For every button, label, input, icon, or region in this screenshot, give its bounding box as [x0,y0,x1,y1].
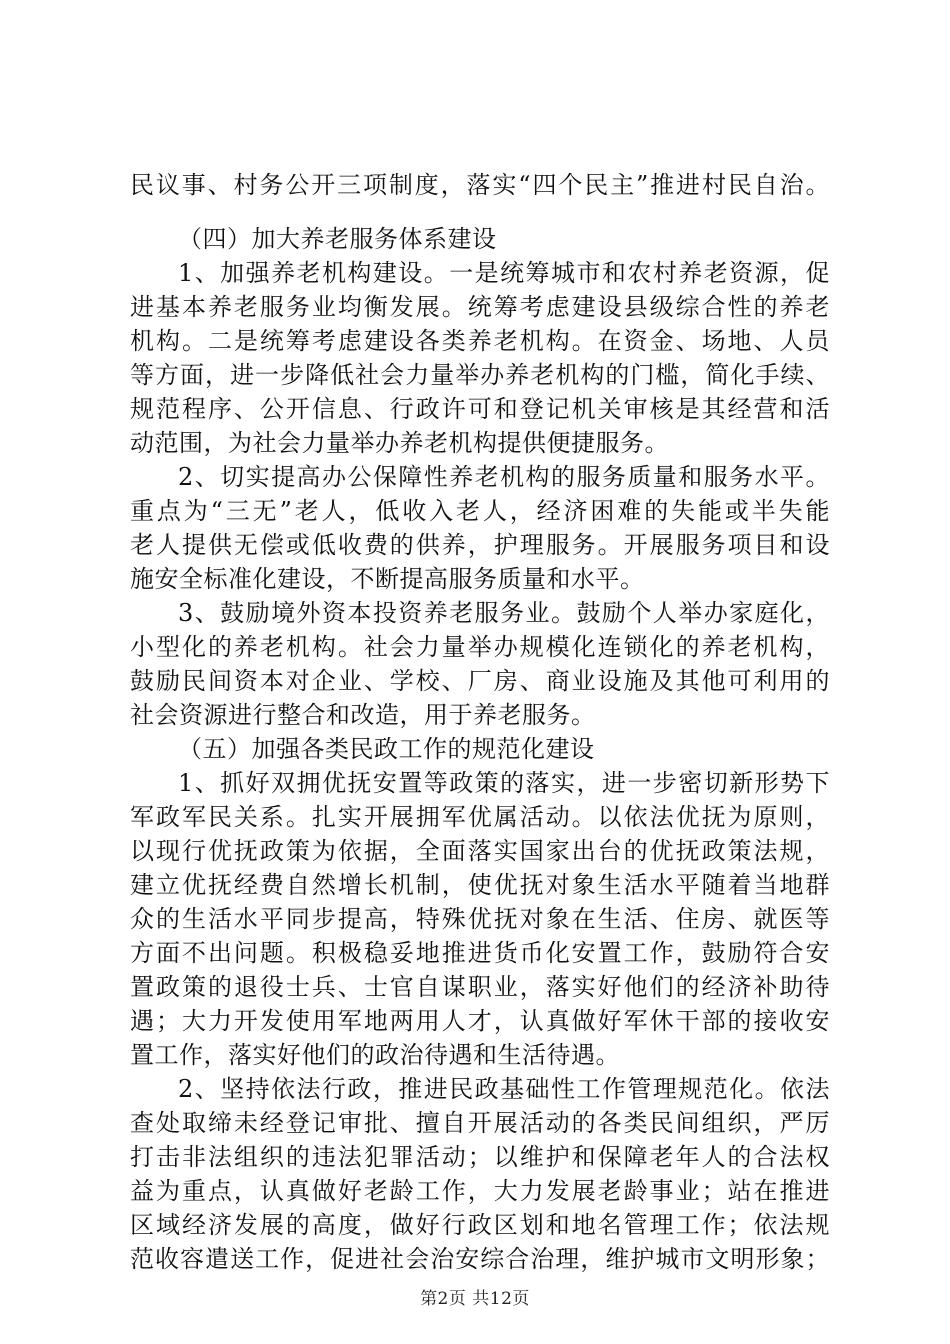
text-line: 进基本养老服务业均衡发展。统筹考虑建设县级综合性的养老 [130,293,830,321]
text-line: 小型化的养老机构。社会力量举办规模化连锁化的养老机构， [130,633,830,661]
text-line: 2、切实提高办公保障性养老机构的服务质量和服务水平。 [178,463,830,491]
section-heading: （四）加大养老服务体系建设 [178,225,497,253]
text-line: 鼓励民间资本对企业、学校、厂房、商业设施及其他可利用的 [130,667,830,695]
text-line: 查处取缔未经登记审批、擅自开展活动的各类民间组织，严厉 [130,1109,830,1137]
text-line: 益为重点，认真做好老龄工作，大力发展老龄事业；站在推进 [130,1177,830,1205]
document-body [130,168,830,1276]
text-line: 区域经济发展的高度，做好行政区划和地名管理工作；依法规 [130,1211,830,1239]
text-line: 社会资源进行整合和改造，用于养老服务。 [130,701,596,729]
text-line: 施安全标准化建设，不断提高服务质量和水平。 [130,565,645,593]
page-number-footer: 第2页 共12页 [420,1289,530,1309]
text-line: 3、鼓励境外资本投资养老服务业。鼓励个人举办家庭化， [178,599,830,627]
text-line: 重点为“三无”老人，低收入老人，经济困难的失能或半失能 [130,497,830,525]
text-line: 1、加强养老机构建设。一是统筹城市和农村养老资源，促 [178,259,830,287]
text-line: 2、坚持依法行政，推进民政基础性工作管理规范化。依法 [178,1075,830,1103]
text-line: 1、抓好双拥优抚安置等政策的落实，进一步密切新形势下 [178,769,830,797]
text-line: 以现行优抚政策为依据，全面落实国家出台的优抚政策法规， [130,837,830,865]
text-line: 范收容遣送工作，促进社会治安综合治理，维护城市文明形象； [130,1245,830,1273]
text-line: 置工作，落实好他们的政治待遇和生活待遇。 [130,1041,620,1069]
text-line: 民议事、村务公开三项制度，落实“四个民主”推进村民自治。 [130,171,830,199]
text-line: 建立优抚经费自然增长机制，使优抚对象生活水平随着当地群 [130,871,830,899]
text-line: 机构。二是统筹考虑建设各类养老机构。在资金、场地、人员 [130,327,830,355]
section-heading: （五）加强各类民政工作的规范化建设 [178,735,595,763]
text-line: 老人提供无偿或低收费的供养，护理服务。开展服务项目和设 [130,531,830,559]
text-line: 遇；大力开发使用军地两用人才，认真做好军休干部的接收安 [130,1007,830,1035]
text-line: 规范程序、公开信息、行政许可和登记机关审核是其经营和活 [130,395,830,423]
text-line: 众的生活水平同步提高，特殊优抚对象在生活、住房、就医等 [130,905,830,933]
text-line: 打击非法组织的违法犯罪活动；以维护和保障老年人的合法权 [130,1143,830,1171]
text-line: 方面不出问题。积极稳妥地推进货币化安置工作，鼓励符合安 [130,939,830,967]
text-line: 置政策的退役士兵、士官自谋职业，落实好他们的经济补助待 [130,973,830,1001]
paragraph-gap [130,202,830,222]
text-line: 动范围，为社会力量举办养老机构提供便捷服务。 [130,429,669,457]
text-line: 军政军民关系。扎实开展拥军优属活动。以依法优抚为原则， [130,803,830,831]
text-line: 等方面，进一步降低社会力量举办养老机构的门槛，简化手续、 [130,361,830,389]
